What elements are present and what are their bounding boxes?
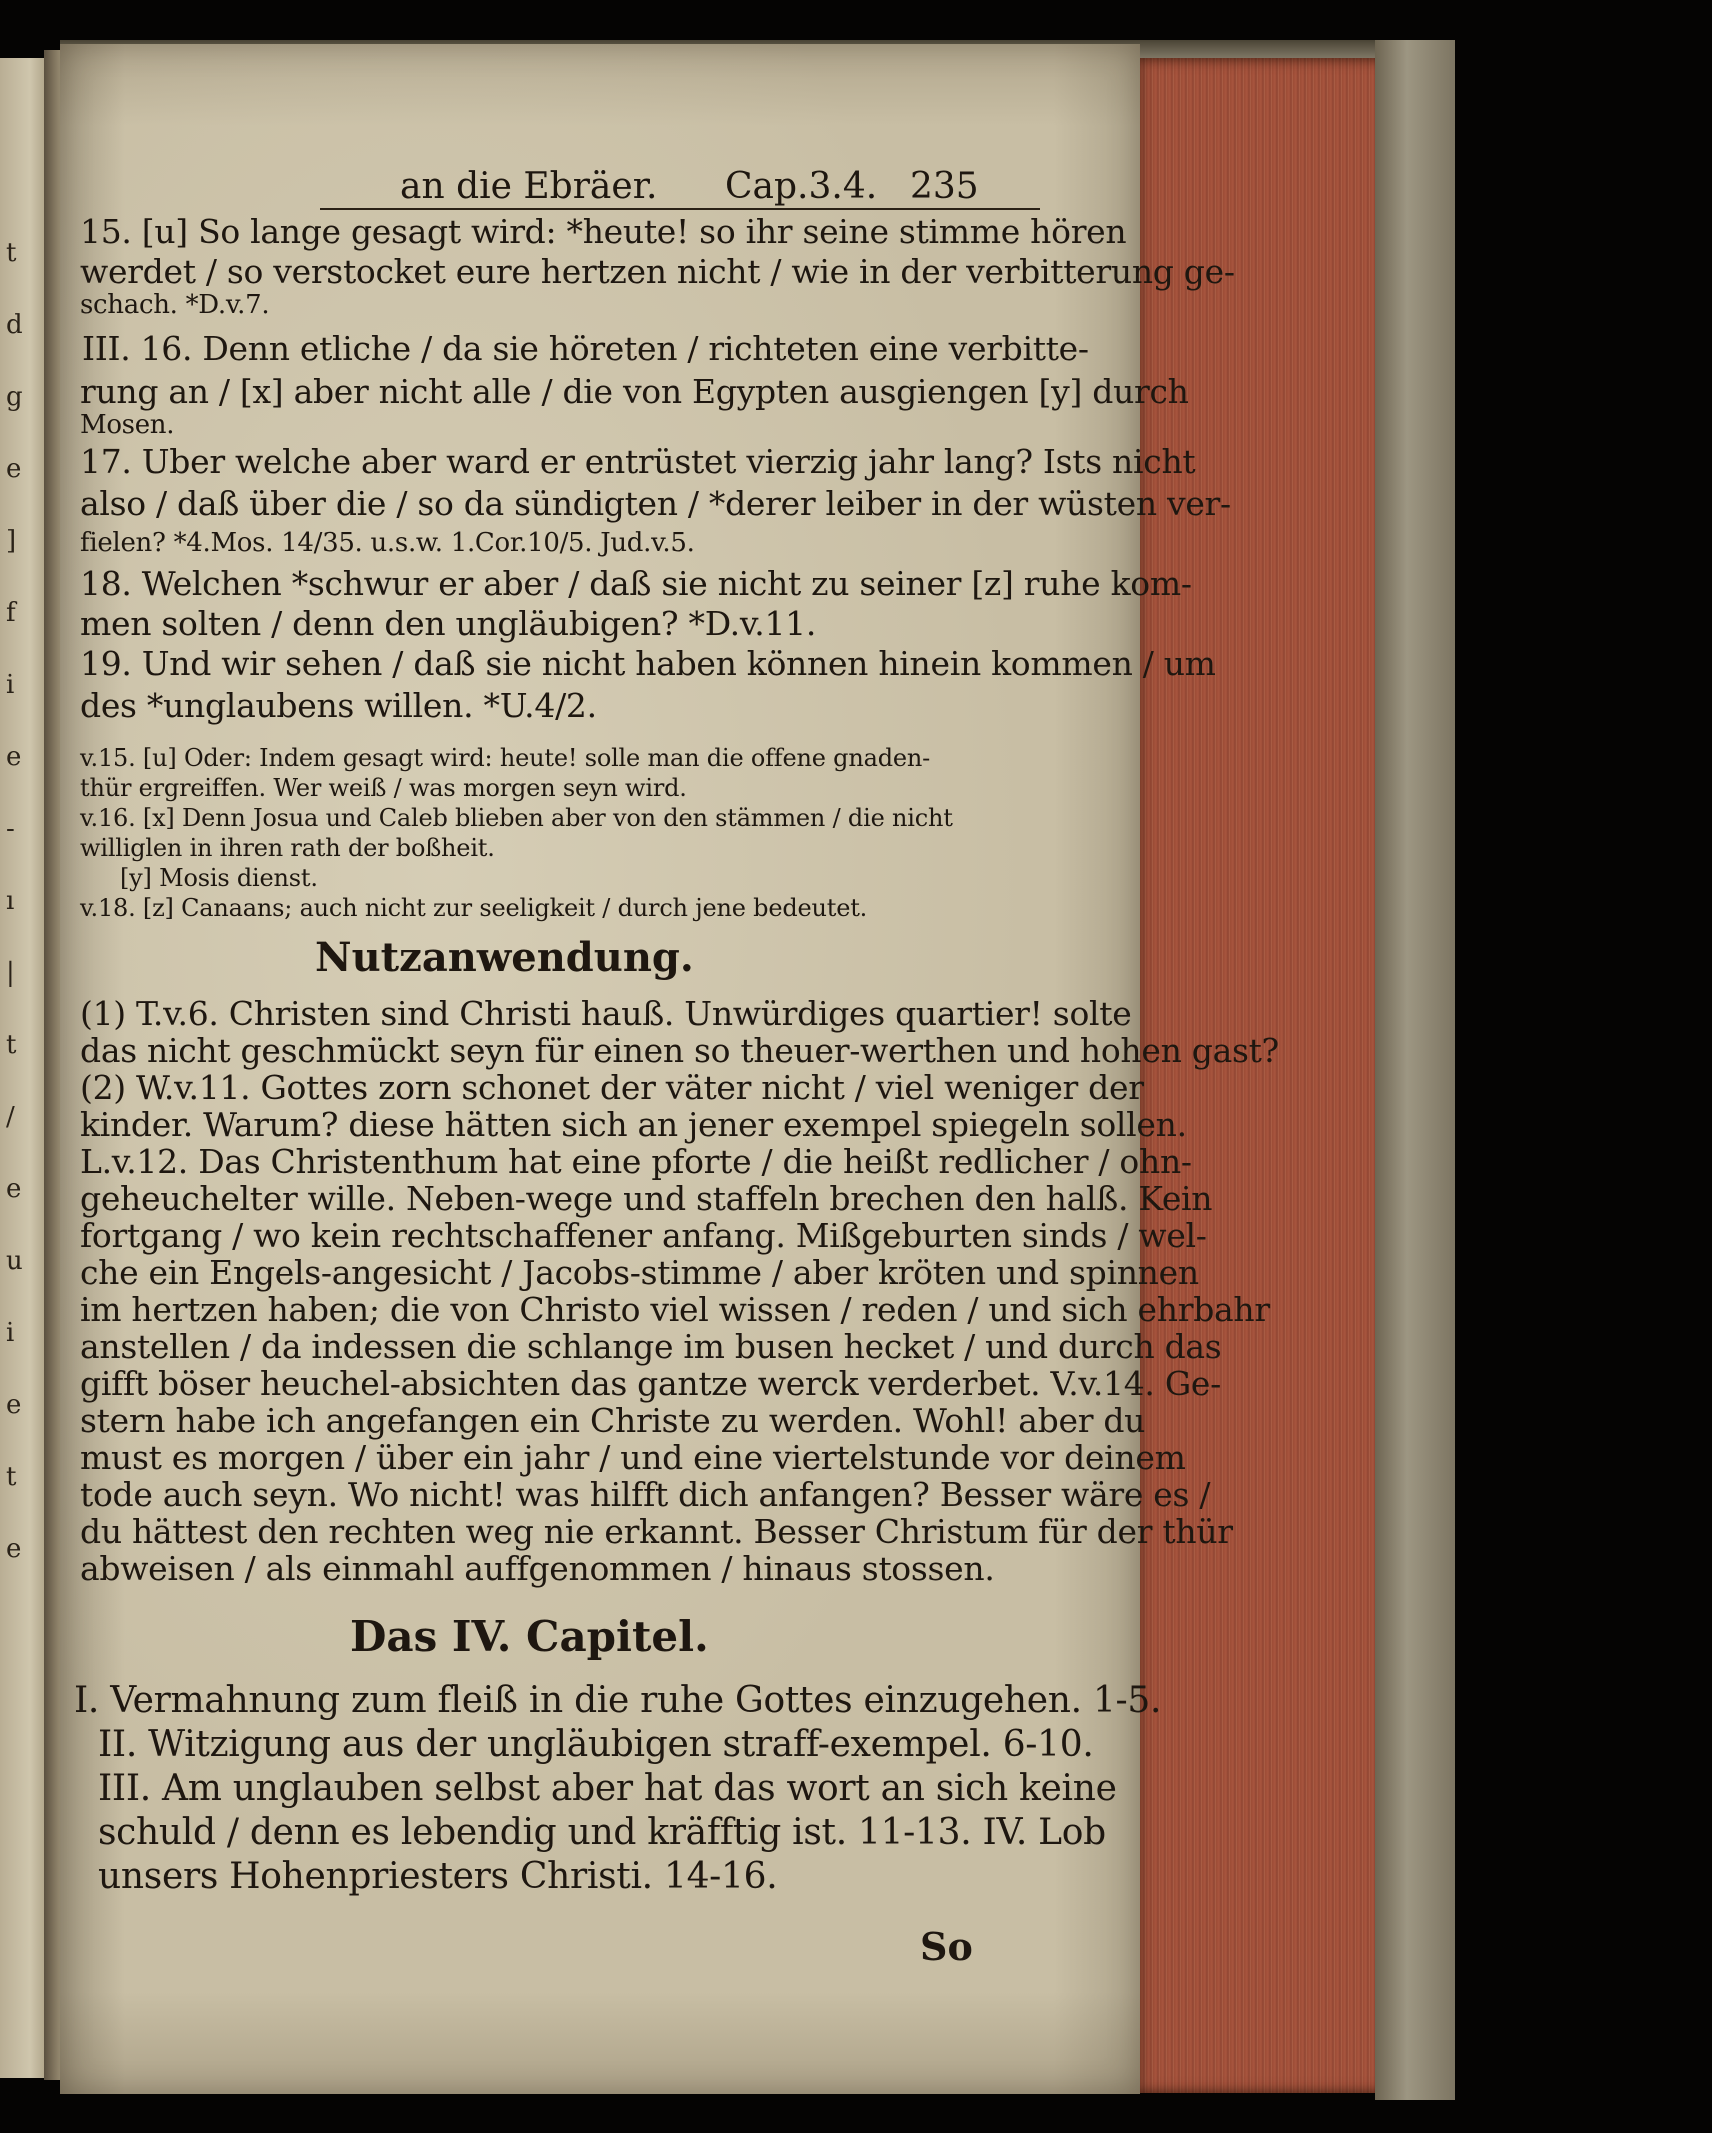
- application-line: che ein Engels-angesicht / Jacobs-stimme / aber kröten und spinnen: [80, 1253, 1199, 1292]
- application-line: geheuchelter wille. Neben-wege und staffeln brechen den halß. Kein: [80, 1179, 1213, 1218]
- chapter-summary-line: I. Vermahnung zum fleiß in die ruhe Gottes einzugehen. 1-5.: [74, 1680, 1162, 1721]
- application-line: abweisen / als einmahl auffgenommen / hinaus stossen.: [80, 1549, 995, 1588]
- verse-line: schach. *D.v.7.: [80, 290, 270, 320]
- previous-page-fragment: i: [6, 670, 15, 700]
- book-page: [60, 44, 1279, 2094]
- chapter-summary-line: III. Am unglauben selbst aber hat das wort an sich keine: [98, 1768, 1117, 1809]
- previous-page-fragment: e: [6, 1174, 22, 1204]
- book-cover-edge: [1375, 40, 1455, 2100]
- catchword: So: [920, 1924, 973, 1969]
- footnote-line: williglen in ihren rath der boßheit.: [80, 834, 495, 862]
- running-head-title: an die Ebräer.: [400, 166, 658, 207]
- previous-page-fragment: e: [6, 1390, 22, 1420]
- application-line: das nicht geschmückt seyn für einen so theuer-werthen und hohen gast?: [80, 1031, 1279, 1070]
- application-line: stern habe ich angefangen ein Christe zu werden. Wohl! aber du: [80, 1401, 1146, 1440]
- previous-page-edge: [0, 58, 50, 2078]
- previous-page-fragment: e: [6, 1534, 22, 1564]
- application-line: (1) T.v.6. Christen sind Christi hauß. Unwürdiges quartier! solte: [80, 994, 1132, 1033]
- previous-page-fragment: d: [6, 310, 23, 340]
- verse-line: men solten / denn den ungläubigen? *D.v.11.: [80, 604, 817, 643]
- book-fore-edge: [1132, 58, 1402, 2093]
- previous-page-fragment: t: [6, 238, 17, 268]
- previous-page-fragment: f: [6, 598, 16, 628]
- previous-page-fragment: e: [6, 454, 22, 484]
- previous-page-fragment: ]: [6, 526, 17, 556]
- footnote-line: [y] Mosis dienst.: [120, 864, 318, 892]
- running-head-chapter: Cap.3.4.: [725, 166, 878, 207]
- footnote-line: v.15. [u] Oder: Indem gesagt wird: heute! solle man die offene gnaden-: [80, 744, 931, 772]
- previous-page-fragment: e: [6, 742, 22, 772]
- verse-line: 15. [u] So lange gesagt wird: *heute! so ihr seine stimme hören: [80, 212, 1127, 251]
- footnote-line: v.18. [z] Canaans; auch nicht zur seeligkeit / durch jene bedeutet.: [80, 894, 868, 922]
- previous-page-fragment: /: [6, 1102, 15, 1132]
- verse-line: rung an / [x] aber nicht alle / die von Egypten ausgiengen [y] durch: [80, 372, 1189, 411]
- application-line: (2) W.v.11. Gottes zorn schonet der väter nicht / viel weniger der: [80, 1068, 1144, 1107]
- previous-page-fragment: -: [6, 814, 15, 844]
- verse-line: werdet / so verstocket eure hertzen nicht / wie in der verbitterung ge-: [80, 252, 1235, 291]
- previous-page-fragment: g: [6, 382, 23, 412]
- footnote-line: v.16. [x] Denn Josua und Caleb blieben aber von den stämmen / die nicht: [80, 804, 953, 832]
- chapter-heading: Das IV. Capitel.: [350, 1612, 709, 1661]
- application-line: fortgang / wo kein rechtschaffener anfang. Mißgeburten sinds / wel-: [80, 1216, 1207, 1255]
- verse-line: des *unglaubens willen. *U.4/2.: [80, 686, 597, 725]
- application-line: tode auch seyn. Wo nicht! was hilfft dich anfangen? Besser wäre es /: [80, 1475, 1211, 1514]
- verse-line: fielen? *4.Mos. 14/35. u.s.w. 1.Cor.10/5. Jud.v.5.: [80, 528, 695, 558]
- application-line: must es morgen / über ein jahr / und eine viertelstunde vor deinem: [80, 1438, 1186, 1477]
- application-line: anstellen / da indessen die schlange im busen hecket / und durch das: [80, 1327, 1222, 1366]
- application-line: du hättest den rechten weg nie erkannt. Besser Christum für der thür: [80, 1512, 1233, 1551]
- verse-line: III. 16. Denn etliche / da sie höreten / richteten eine verbitte-: [82, 329, 1089, 368]
- verse-line: also / daß über die / so da sündigten / *derer leiber in der wüsten ver-: [80, 484, 1231, 523]
- chapter-summary-line: II. Witzigung aus der ungläubigen straff-exempel. 6-10.: [98, 1724, 1094, 1765]
- application-line: L.v.12. Das Christenthum hat eine pforte / die heißt redlicher / ohn-: [80, 1142, 1192, 1181]
- verse-line: 17. Uber welche aber ward er entrüstet vierzig jahr lang? Ists nicht: [80, 442, 1196, 481]
- previous-page-fragment: ı: [6, 886, 15, 916]
- chapter-summary-line: unsers Hohenpriesters Christi. 14-16.: [98, 1856, 778, 1897]
- chapter-summary-line: schuld / denn es lebendig und kräfftig ist. 11-13. IV. Lob: [98, 1812, 1106, 1853]
- application-line: gifft böser heuchel-absichten das gantze werck verderbet. V.v.14. Ge-: [80, 1364, 1221, 1403]
- application-line: im hertzen haben; die von Christo viel wissen / reden / und sich ehrbahr: [80, 1290, 1270, 1329]
- page-number: 235: [910, 166, 979, 207]
- previous-page-fragment: u: [6, 1246, 23, 1276]
- running-head: [320, 162, 1040, 210]
- section-heading-nutzanwendung: Nutzanwendung.: [315, 934, 694, 981]
- application-line: kinder. Warum? diese hätten sich an jener exempel spiegeln sollen.: [80, 1105, 1187, 1144]
- previous-page-fragment: t: [6, 1462, 17, 1492]
- verse-line: 18. Welchen *schwur er aber / daß sie nicht zu seiner [z] ruhe kom-: [80, 564, 1192, 603]
- verse-line: 19. Und wir sehen / daß sie nicht haben können hinein kommen / um: [80, 644, 1216, 683]
- footnote-line: thür ergreiffen. Wer weiß / was morgen seyn wird.: [80, 774, 687, 802]
- previous-page-fragment: t: [6, 1030, 17, 1060]
- previous-page-fragment: i: [6, 1318, 15, 1348]
- previous-page-fragment: |: [6, 958, 15, 988]
- verse-line: Mosen.: [80, 410, 175, 440]
